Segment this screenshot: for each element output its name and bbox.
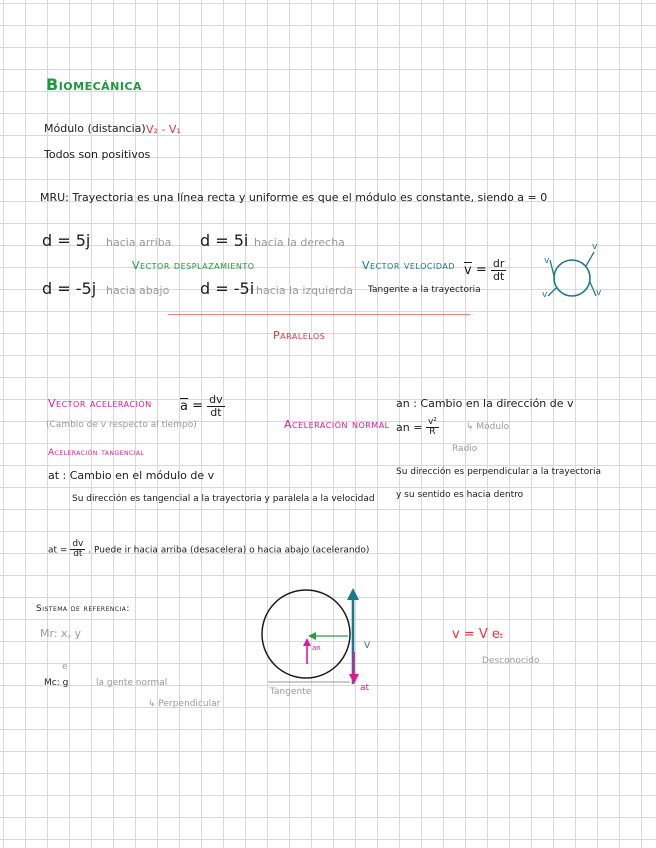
d2-formula: d = 5i — [200, 231, 249, 250]
at-num: dv — [72, 539, 84, 549]
diagram-v-label: V — [364, 641, 371, 651]
an-pre: an = — [396, 420, 423, 434]
tangencial-direccion: Su dirección es tangencial a la trayectoria y paralela a la velocidad — [72, 494, 375, 504]
at-post: . Puede ir hacia arriba (desacelera) o hacia abajo (acelerando) — [88, 545, 370, 556]
e-mark: e — [62, 662, 68, 672]
positivos-text: Todos son positivos — [44, 148, 151, 161]
mc-text: Mc: g — [44, 678, 69, 688]
velocidad-formula — [464, 258, 506, 282]
at-pre: at = — [48, 545, 68, 556]
circle-v-label-1: v — [544, 256, 550, 266]
diagram-at-label: at — [360, 683, 370, 693]
tangente-normal-text: la gente normal — [96, 678, 168, 688]
aceleracion-label: Vector aceleración — [48, 397, 152, 410]
tangencial-label: Aceleración tangencial — [48, 448, 145, 458]
a-eq: = — [192, 398, 204, 414]
v-eq: = — [475, 262, 487, 278]
d3-desc: hacia abajo — [106, 284, 170, 297]
d4-desc: hacia la izquierda — [256, 284, 354, 297]
acceleration-diagram — [258, 584, 388, 694]
diagram-an-label: an — [312, 644, 321, 652]
an-formula — [396, 418, 439, 438]
diagram-tangente-label: Tangente — [270, 687, 312, 697]
circle-v-label-3: v — [596, 288, 602, 298]
a-symbol: a — [180, 398, 188, 414]
modulo-note: ↳ Módulo — [466, 422, 510, 432]
tangente-text: Tangente a la trayectoria — [368, 285, 481, 295]
v-symbol: v — [464, 262, 472, 278]
aceleracion-nota: (Cambio de v respecto al tiempo) — [46, 420, 197, 430]
perpendicular-text: ↳ Perpendicular — [148, 699, 221, 709]
d1-formula: d = 5j — [42, 231, 91, 250]
a-den: dt — [210, 405, 222, 419]
at-formula — [48, 540, 369, 560]
d1-desc: hacia arriba — [106, 236, 172, 249]
normal-direccion-2: y su sentido es hacia dentro — [396, 490, 524, 500]
referencia-label: Sistema de referencia: — [36, 604, 130, 614]
velocidad-label: Vector velocidad — [362, 259, 455, 272]
v-num: dr — [492, 257, 505, 270]
d3-formula: d = -5j — [42, 279, 97, 298]
an-den: R — [429, 427, 436, 438]
page-title: Biomecánica — [46, 75, 143, 94]
d4-formula: d = -5i — [200, 279, 255, 298]
an-def: an : Cambio en la dirección de v — [396, 397, 574, 410]
normal-direccion-1: Su dirección es perpendicular a la trayectoria — [396, 467, 601, 477]
aceleracion-formula — [180, 394, 225, 418]
paralelos-heading: Paralelos — [273, 329, 326, 342]
d2-desc: hacia la derecha — [254, 236, 345, 249]
modulo-formula: V₂ - V₁ — [146, 123, 181, 136]
normal-label: Aceleración normal — [284, 418, 390, 431]
at-den: dt — [73, 549, 83, 560]
ve-formula: v = V eₜ — [452, 627, 504, 642]
circle-v-label-4: v — [542, 290, 548, 300]
mr-text: Mr: x, y — [40, 627, 82, 640]
v-den: dt — [493, 269, 505, 283]
at-def: at : Cambio en el módulo de v — [48, 469, 215, 482]
radio-note: Radio — [452, 444, 478, 454]
a-num: dv — [209, 393, 223, 406]
circle-v-label-2: v — [592, 242, 598, 252]
an-num: v² — [427, 417, 437, 427]
desconocido-text: Desconocido — [482, 656, 540, 666]
modulo-label: Módulo (distancia) — [44, 122, 146, 135]
desplazamiento-label: Vector desplazamiento — [132, 259, 255, 272]
section-divider — [168, 314, 470, 315]
mru-text: MRU: Trayectoria es una línea recta y uniforme es que el módulo es constante, siendo a = 0 — [40, 191, 548, 204]
